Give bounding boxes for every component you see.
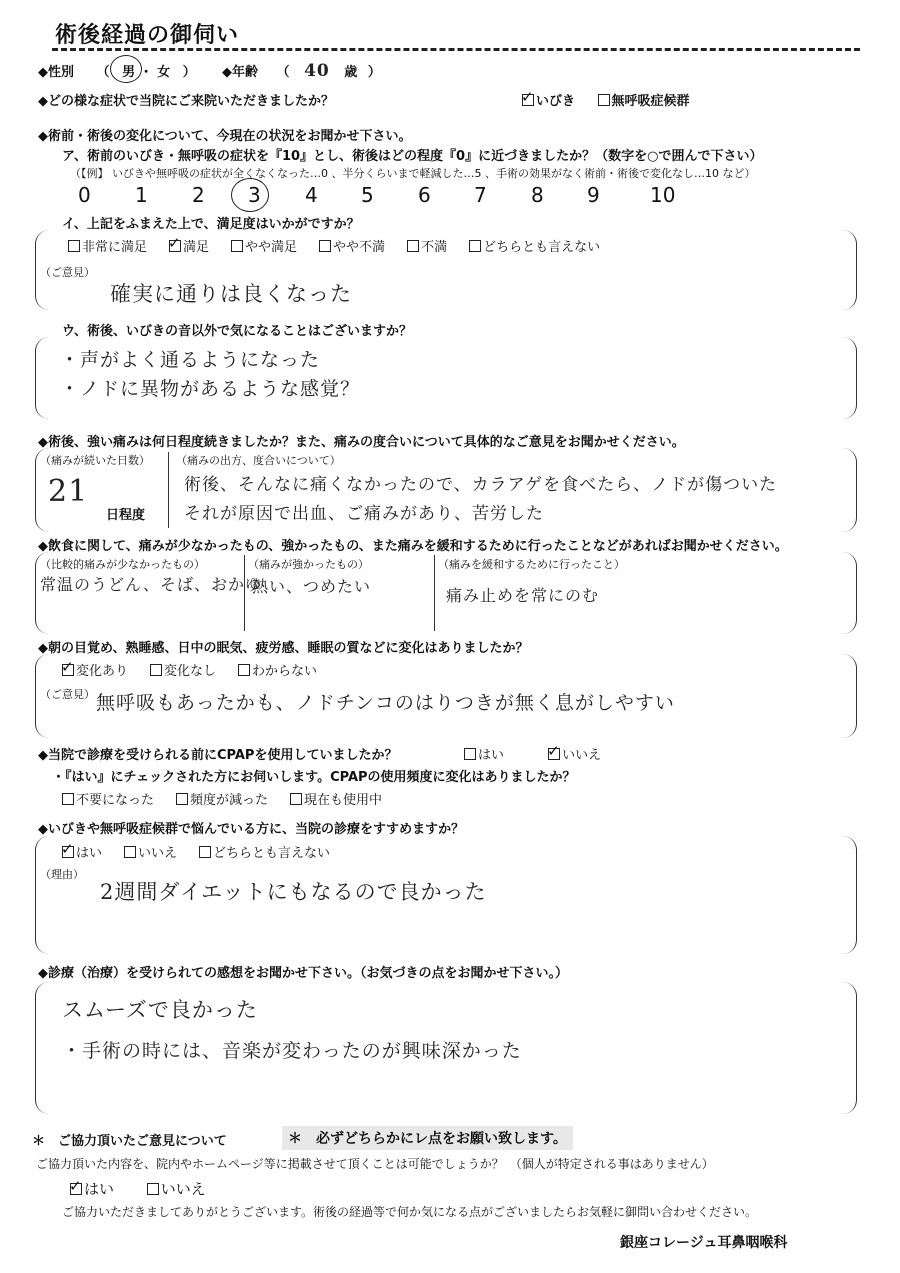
- satisfaction-option-checkbox-2[interactable]: [231, 240, 243, 252]
- snoring-checkbox[interactable]: [522, 94, 534, 106]
- cpap-question: ◆当院で診療を受けられる前にCPAPを使用していましたか？: [38, 748, 398, 763]
- pain-days-value[interactable]: 21: [48, 474, 89, 509]
- sleep-opinion[interactable]: 無呼吸もあったかも、ノドチンコのはりつきが無く息がしやすい: [96, 692, 675, 714]
- footer-question: ご協力頂いた内容を、院内やホームページ等に掲載させて頂くことは可能でしょうか？ （個人が特定される事はありません）: [36, 1157, 714, 1171]
- age-unit: 歳: [344, 65, 358, 80]
- food-col3-label: （痛みを緩和するために行ったこと）: [438, 558, 625, 571]
- page-title: 術後経過の御伺い: [55, 23, 240, 48]
- symptom-question: ◆どの様な症状で当院にご来院いただきましたか？: [38, 94, 334, 109]
- consent-yes-label: はい: [84, 1180, 115, 1198]
- scale-number-8[interactable]: 8: [531, 183, 544, 207]
- pain-detail-line1[interactable]: 術後、そんなに痛くなかったので、カラアゲを食べたら、ノドが傷ついた: [184, 475, 778, 495]
- age-paren-open: （: [276, 65, 290, 80]
- sleep-question: ◆朝の目覚め、熟睡感、日中の眠気、疲労感、睡眠の質などに変化はありましたか？: [38, 641, 529, 656]
- recommend-option-checkbox-1[interactable]: [124, 846, 136, 858]
- consent-no-label: いいえ: [160, 1180, 206, 1198]
- title-divider: [52, 48, 860, 51]
- scale-number-4[interactable]: 4: [305, 183, 318, 207]
- cpap-yes-label: はい: [478, 748, 505, 763]
- gender-label: ◆性別: [38, 65, 74, 80]
- gender-paren-open: （: [96, 65, 110, 80]
- recommend-reason-label: （理由）: [40, 868, 84, 881]
- food-col3-answer[interactable]: 痛み止めを常にのむ: [446, 586, 600, 605]
- cpap-no-label: いいえ: [562, 748, 602, 763]
- satisfaction-option-label-4: 不満: [421, 240, 448, 255]
- satisfaction-options: [68, 236, 600, 255]
- pain-question: ◆術後、強い痛みは何日程度続きましたか？また、痛みの度合いについて具体的なご意見をお聞かせください。: [38, 435, 685, 450]
- apnea-checkbox[interactable]: [598, 94, 610, 106]
- satisfaction-option-label-0: 非常に満足: [82, 240, 148, 255]
- gender-male[interactable]: 男: [122, 65, 136, 80]
- scale-number-0[interactable]: 0: [78, 183, 91, 207]
- other-answer-line2[interactable]: ・ノドに異物があるような感覚？: [60, 378, 361, 400]
- pain-days-unit: 日程度: [106, 508, 146, 523]
- cpap-no-checkbox[interactable]: [548, 748, 560, 760]
- cpap-sub-option-checkbox-2[interactable]: [290, 793, 302, 805]
- cpap-options: [464, 744, 601, 763]
- impression-question: ◆診療（治療）を受けられての感想をお聞かせ下さい。（お気づきの点をお聞かせ下さい。）: [38, 966, 568, 981]
- recommend-question: ◆いびきや無呼吸症候群で悩んでいる方に、当院の診療をすすめますか？: [38, 822, 465, 837]
- symptom-options: [522, 90, 690, 109]
- sleep-options: [62, 660, 317, 679]
- food-question: ◆飲食に関して、痛みが少なかったもの、強かったもの、また痛みを緩和するために行ったことなどがあればお聞かせください。: [38, 539, 788, 554]
- cpap-sub-options: [62, 789, 382, 808]
- satisfaction-option-checkbox-5[interactable]: [469, 240, 481, 252]
- food-col2-answer[interactable]: 熱い、つめたい: [252, 577, 372, 596]
- gender-paren-close: ）: [182, 65, 196, 80]
- food-col2-label: （痛みが強かったもの）: [248, 558, 369, 571]
- age-row: [222, 61, 381, 81]
- gender-female[interactable]: 女: [157, 65, 171, 80]
- recommend-options: [62, 842, 330, 861]
- sleep-option-label-1: 変化なし: [164, 664, 217, 679]
- sleep-opinion-label: （ご意見）: [40, 688, 95, 701]
- footer-note-b: ＊ 必ずどちらかにレ点をお願い致します。: [282, 1126, 573, 1150]
- satisfaction-option-label-5: どちらとも言えない: [483, 240, 601, 255]
- cpap-sub-option-label-0: 不要になった: [76, 793, 155, 808]
- change-instruction: ア、術前のいびき・無呼吸の症状を『10』とし、術後はどの程度『0』に近づきましたか？（数字を○で囲んで下さい）: [62, 149, 763, 164]
- sleep-option-checkbox-0[interactable]: [62, 664, 74, 676]
- food-col1-label: （比較的痛みが少なかったもの）: [40, 558, 205, 571]
- satisfaction-question: イ、上記をふまえた上で、満足度はいかがですか？: [62, 217, 360, 232]
- recommend-option-label-1: いいえ: [138, 846, 178, 861]
- footer-thanks: ご協力いただきましてありがとうございます。術後の経過等で何か気になる点がございましたらお気軽に御問い合わせください。: [62, 1205, 758, 1219]
- snoring-label: いびき: [536, 94, 576, 109]
- cpap-yes-checkbox[interactable]: [464, 748, 476, 760]
- footer-consent-options: [70, 1178, 206, 1199]
- sleep-option-checkbox-1[interactable]: [150, 664, 162, 676]
- sleep-option-label-0: 変化あり: [76, 664, 129, 679]
- change-question: ◆術前・術後の変化について、今現在の状況をお聞かせ下さい。: [38, 129, 412, 144]
- satisfaction-option-label-2: やや満足: [245, 240, 298, 255]
- satisfaction-option-label-1: 満足: [183, 240, 210, 255]
- cpap-sub-option-label-2: 現在も使用中: [304, 793, 383, 808]
- satisfaction-option-checkbox-0[interactable]: [68, 240, 80, 252]
- gender-dot: ・: [139, 65, 153, 80]
- scale-number-10[interactable]: 10: [650, 183, 676, 207]
- age-value[interactable]: 40: [304, 61, 330, 81]
- food-col1-answer[interactable]: 常温のうどん、そば、おかゆ: [40, 575, 262, 594]
- recommend-option-checkbox-0[interactable]: [62, 846, 74, 858]
- scale-selected-circle: [231, 178, 269, 212]
- pain-detail-label: （痛みの出方、度合いについて）: [176, 454, 341, 467]
- scale-number-3[interactable]: 3: [248, 183, 261, 207]
- satisfaction-opinion[interactable]: 確実に通りは良くなった: [110, 282, 352, 306]
- other-answer-line1[interactable]: ・声がよく通るようになった: [60, 349, 321, 371]
- consent-yes-checkbox[interactable]: [70, 1183, 82, 1195]
- pain-detail-line2[interactable]: それが原因で出血、ご痛みがあり、苦労した: [184, 504, 544, 524]
- gender-male-circle: [110, 55, 142, 83]
- impression-line1[interactable]: スムーズで良かった: [62, 998, 258, 1022]
- scale-number-5[interactable]: 5: [361, 183, 374, 207]
- pain-divider: [168, 452, 169, 528]
- cpap-subquestion: ・『はい』にチェックされた方にお伺いします。CPAPの使用頻度に変化はありましたか？: [52, 770, 576, 785]
- other-question: ウ、術後、いびきの音以外で気になることはございますか？: [62, 324, 412, 339]
- age-paren-close: ）: [367, 65, 381, 80]
- sleep-option-label-2: わからない: [252, 664, 318, 679]
- satisfaction-option-label-3: やや不満: [333, 240, 386, 255]
- food-divider-2: [434, 555, 435, 631]
- impression-line2[interactable]: ・手術の時には、音楽が変わったのが興味深かった: [62, 1040, 522, 1062]
- clinic-name: 銀座コレージュ耳鼻咽喉科: [620, 1235, 788, 1251]
- cpap-sub-option-checkbox-0[interactable]: [62, 793, 74, 805]
- sleep-option-checkbox-2[interactable]: [238, 664, 250, 676]
- satisfaction-option-checkbox-1[interactable]: [169, 240, 181, 252]
- footer-note-a: ＊ ご協力頂いたご意見について: [32, 1134, 227, 1149]
- consent-no-checkbox[interactable]: [147, 1183, 159, 1195]
- scale-number-1[interactable]: 1: [135, 183, 148, 207]
- satisfaction-option-checkbox-3[interactable]: [319, 240, 331, 252]
- satisfaction-option-checkbox-4[interactable]: [407, 240, 419, 252]
- cpap-sub-option-label-1: 頻度が減った: [190, 793, 269, 808]
- scale-number-6[interactable]: 6: [418, 183, 431, 207]
- recommend-option-label-0: はい: [76, 846, 103, 861]
- recommend-reason[interactable]: 2週間ダイエットにもなるので良かった: [100, 880, 487, 904]
- scale-number-2[interactable]: 2: [192, 183, 205, 207]
- recommend-option-label-2: どちらとも言えない: [213, 846, 331, 861]
- scale-number-9[interactable]: 9: [587, 183, 600, 207]
- satisfaction-opinion-label: （ご意見）: [40, 266, 95, 279]
- scale-number-7[interactable]: 7: [474, 183, 487, 207]
- change-example: （【例】 いびきや無呼吸の症状が全くなくなった…0 、半分くらいまで軽減した…5 、手術の効果がなく術前・術後で変化なし…10 など）: [70, 167, 756, 180]
- cpap-sub-option-checkbox-1[interactable]: [176, 793, 188, 805]
- pain-days-label: （痛みが続いた日数）: [40, 454, 150, 467]
- recommend-option-checkbox-2[interactable]: [199, 846, 211, 858]
- age-label: ◆年齢: [222, 65, 258, 80]
- apnea-label: 無呼吸症候群: [611, 94, 690, 109]
